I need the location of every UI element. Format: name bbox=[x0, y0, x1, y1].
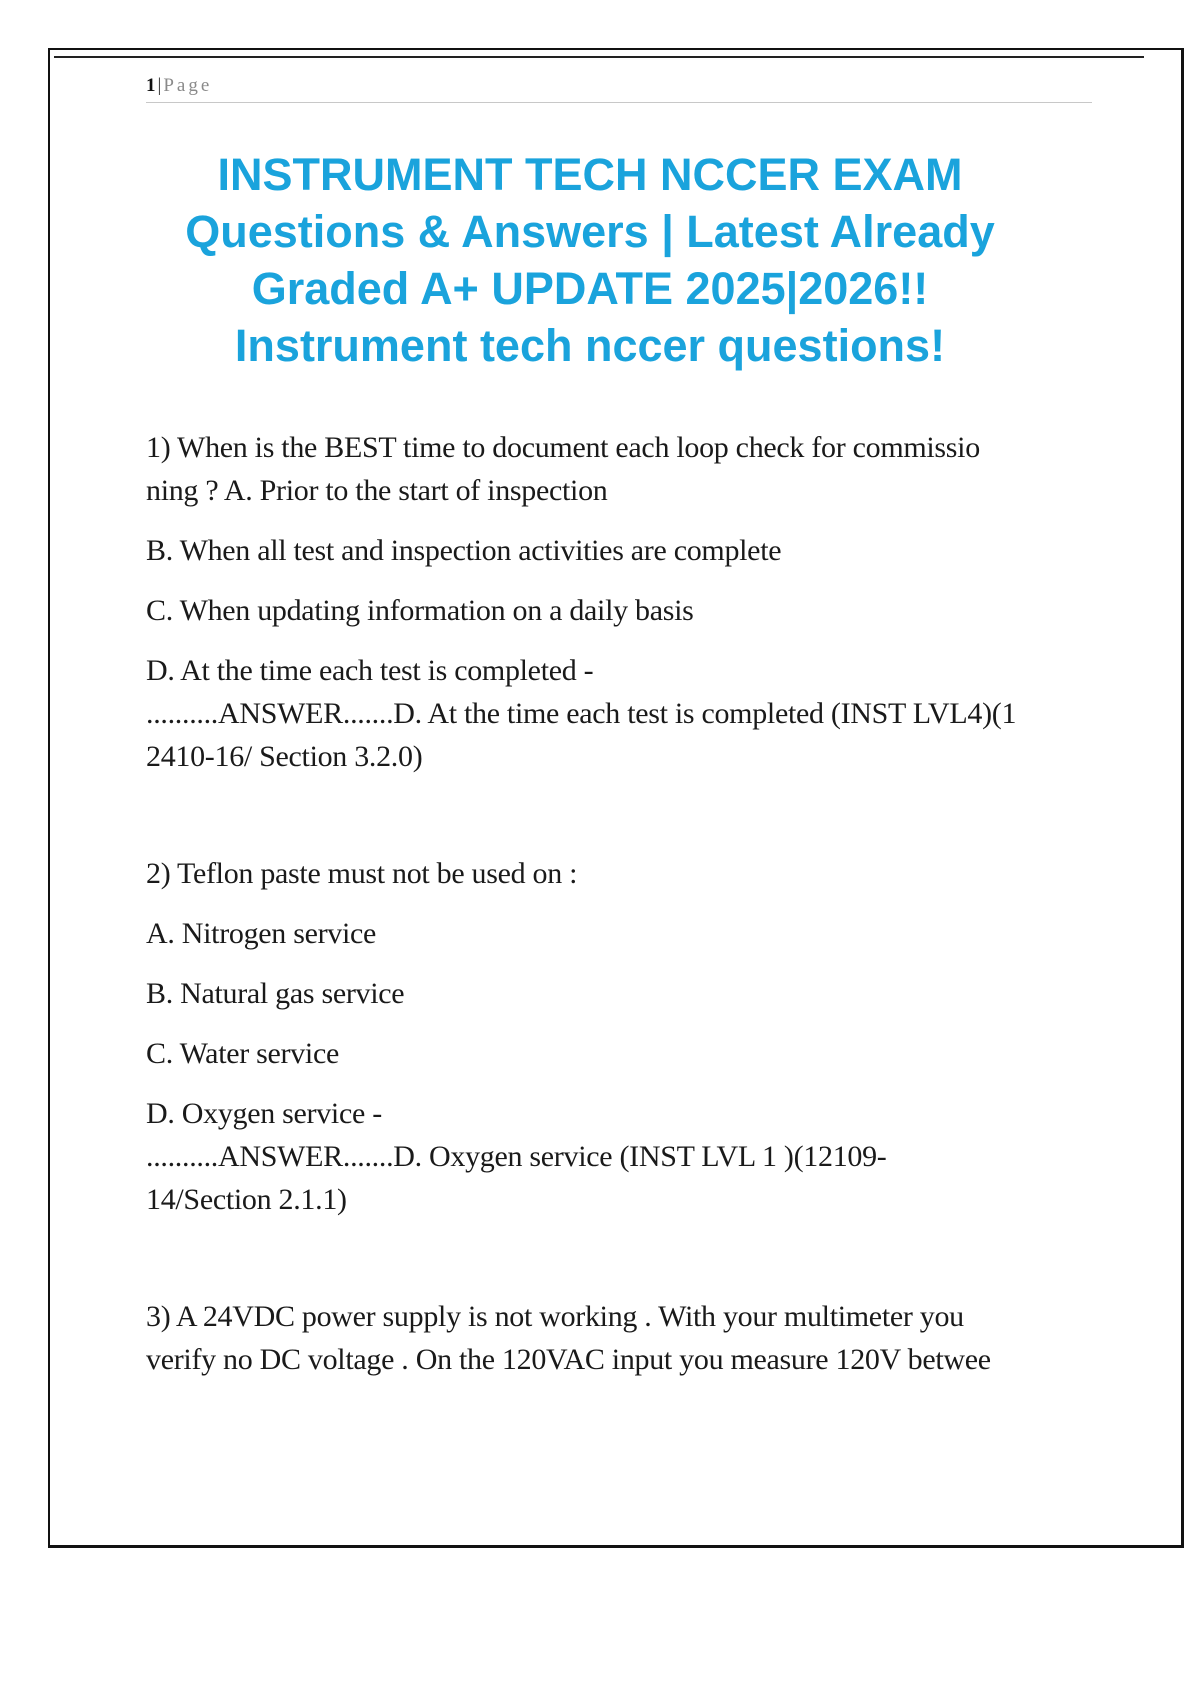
question-2-option-b: B. Natural gas service bbox=[146, 977, 405, 1010]
question-1-option-c: C. When updating information on a daily basis bbox=[146, 594, 694, 627]
page-separator: | bbox=[157, 75, 162, 96]
title-line-4: Instrument tech nccer questions! bbox=[234, 320, 946, 371]
spacer bbox=[146, 778, 1096, 852]
document-body bbox=[146, 426, 1096, 1381]
question-2-option-a: A. Nitrogen service bbox=[146, 917, 377, 950]
page-number: 1 bbox=[146, 75, 156, 96]
question-1-option-b: B. When all test and inspection activities are complete bbox=[146, 534, 782, 567]
title-line-3: Graded A+ UPDATE 2025|2026!! bbox=[251, 263, 929, 314]
question-2-option-d: D. Oxygen service - bbox=[146, 1097, 382, 1130]
page-label: Page bbox=[163, 75, 213, 96]
question-3-stem-line-2: verify no DC voltage . On the 120VAC input you measure 120V betwee bbox=[146, 1343, 991, 1376]
page-header bbox=[146, 74, 1092, 103]
question-1 bbox=[146, 426, 1096, 778]
document-title bbox=[120, 146, 1060, 374]
spacer bbox=[146, 1221, 1096, 1295]
question-2-option-c: C. Water service bbox=[146, 1037, 339, 1070]
question-2-stem: 2) Teflon paste must not be used on : bbox=[146, 857, 578, 890]
question-1-stem-line-1: 1) When is the BEST time to document each loop check for commissio bbox=[146, 431, 980, 464]
question-1-stem-line-2: ning ? A. Prior to the start of inspection bbox=[146, 474, 608, 507]
question-2-answer-line-1: ..........ANSWER.......D. Oxygen service (INST LVL 1 )(12109- bbox=[146, 1140, 887, 1173]
question-2-answer-line-2: 14/Section 2.1.1) bbox=[146, 1183, 347, 1216]
title-line-2: Questions & Answers | Latest Already bbox=[185, 206, 995, 257]
title-line-1: INSTRUMENT TECH NCCER EXAM bbox=[217, 149, 963, 200]
question-3 bbox=[146, 1295, 1096, 1381]
question-1-answer-line-2: 2410-16/ Section 3.2.0) bbox=[146, 740, 423, 773]
question-2 bbox=[146, 852, 1096, 1221]
question-1-option-d: D. At the time each test is completed - bbox=[146, 654, 594, 687]
top-rule bbox=[54, 56, 1144, 58]
question-3-stem-line-1: 3) A 24VDC power supply is not working . With your multimeter you bbox=[146, 1300, 964, 1333]
question-1-answer-line-1: ..........ANSWER.......D. At the time each test is completed (INST LVL4)(1 bbox=[146, 697, 1017, 730]
